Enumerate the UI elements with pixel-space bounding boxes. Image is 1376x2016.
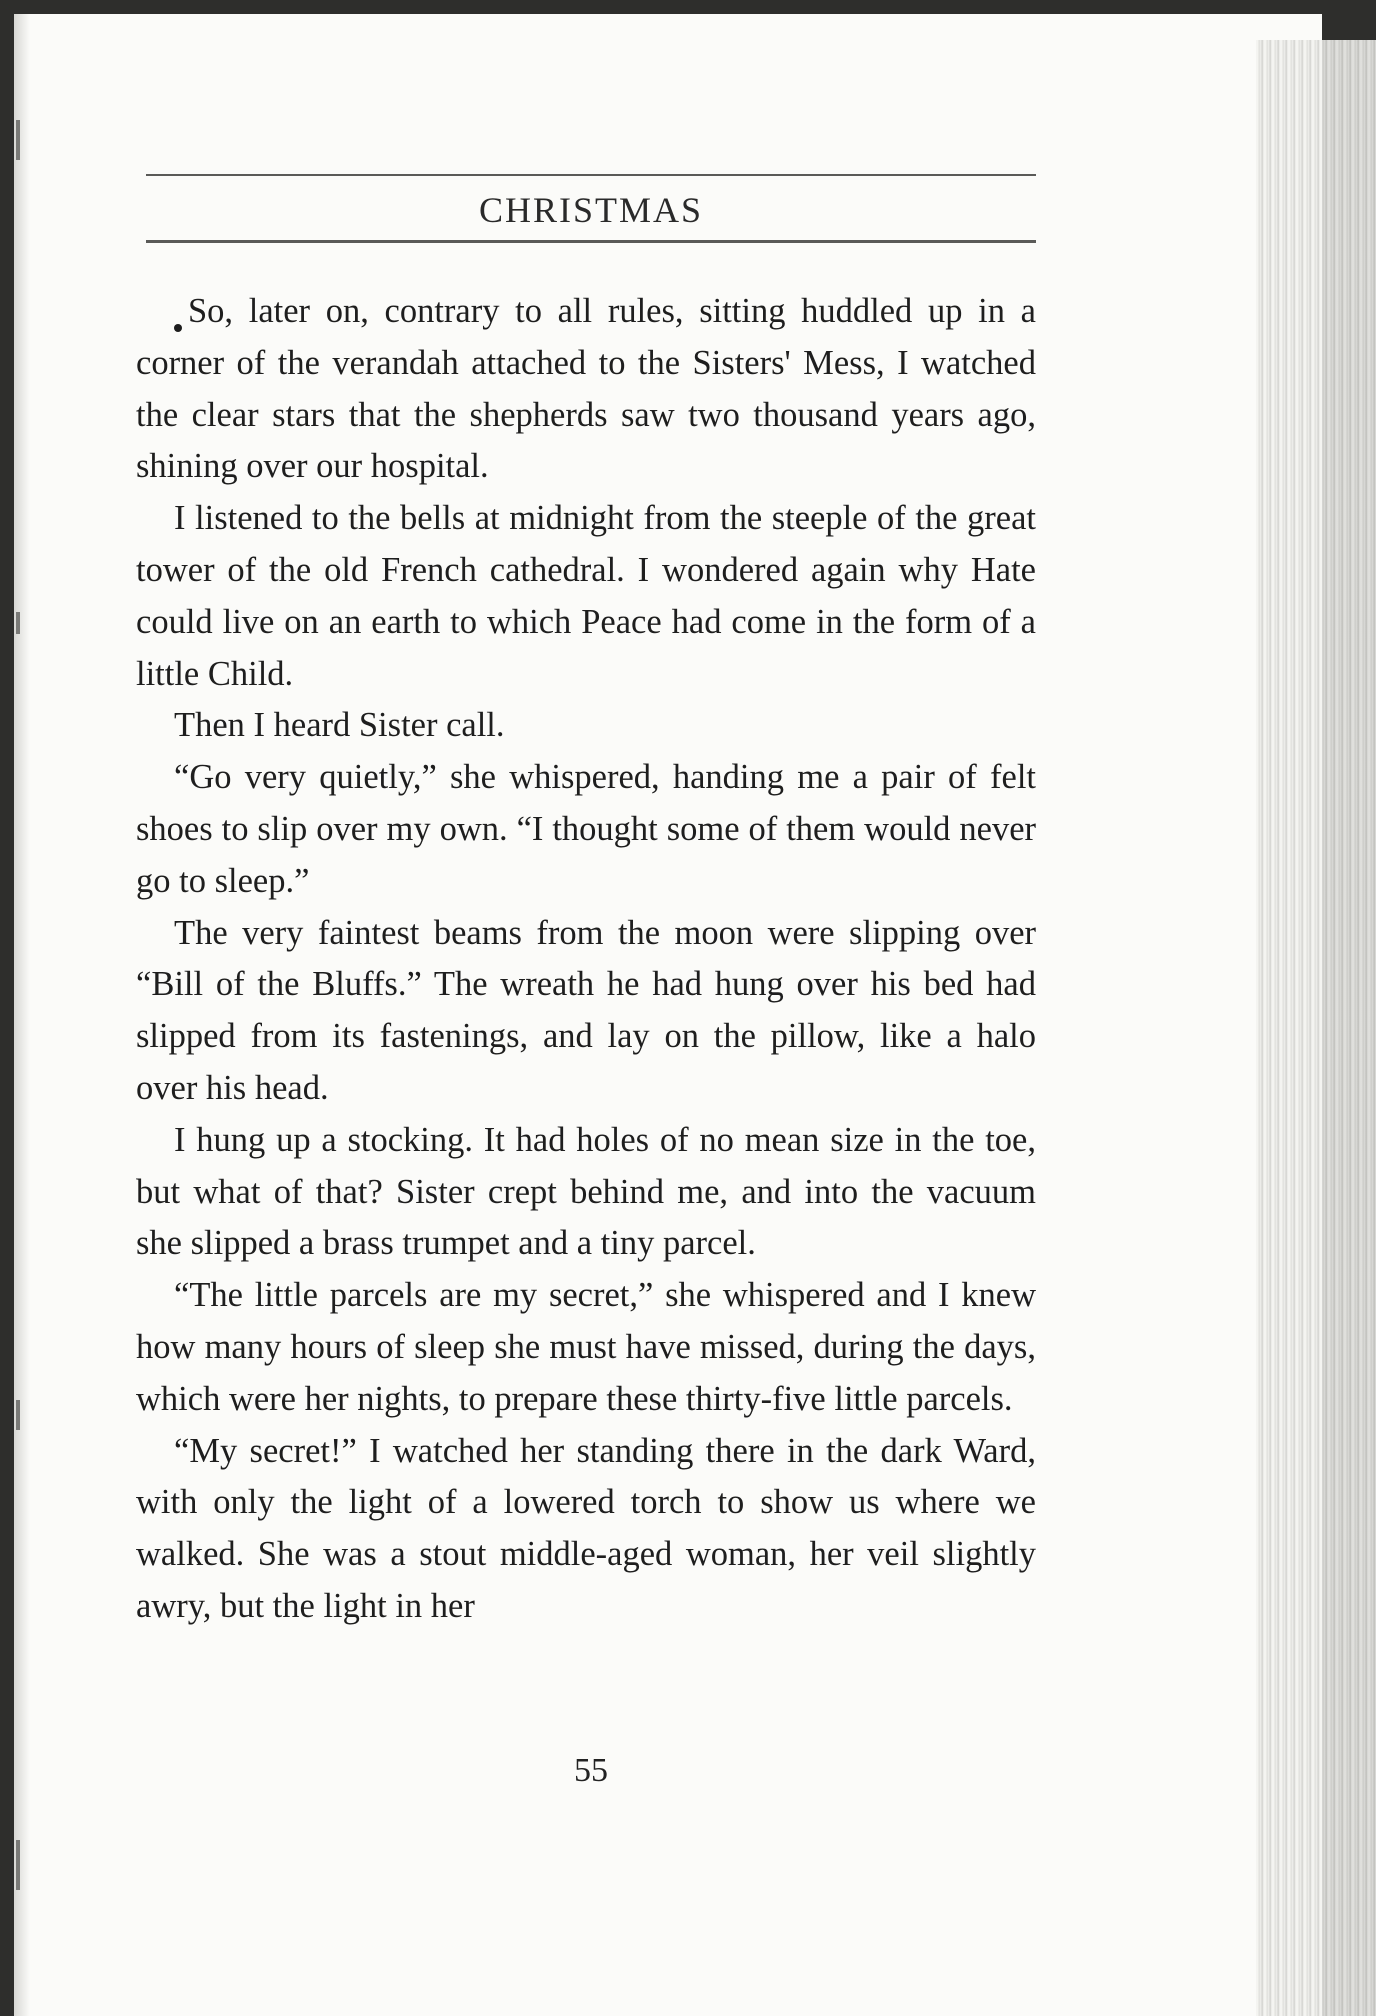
paragraph: The very faintest beams from the moon were slipping over “Bill of the Bluffs.” The wreath he had hung over his bed had slipped from its fastenings, and lay on the pillow, like a halo over his head. <box>136 913 1036 1107</box>
paragraph: “The little parcels are my secret,” she whispered and I knew how many hours of sleep she must have missed, during the days, which were her nights, to prepare these thirty-five little parcels. <box>136 1276 1036 1418</box>
book-fore-edge <box>1256 40 1376 2016</box>
paragraph: Then I heard Sister call. <box>174 706 505 745</box>
paragraph: I listened to the bells at midnight from the steeple of the great tower of the old French cathedral. I wondered again why Hate could live on an earth to which Peace had come in the form of a little Child. <box>136 499 1036 693</box>
margin-mark <box>16 1840 20 1890</box>
header-rule-top <box>146 174 1036 176</box>
running-head: CHRISTMAS <box>478 190 704 230</box>
paragraph: “My secret!” I watched her standing there in the dark Ward, with only the light of a lowered torch to show us where we walked. She was a stout middle-aged woman, her veil slightly awry, but the light in her <box>136 1431 1036 1625</box>
margin-mark <box>16 1400 20 1430</box>
margin-mark <box>16 120 20 160</box>
body-text <box>136 286 1036 1633</box>
paragraph-text: So, later on, contrary to all rules, sitting huddled up in a corner of the verandah attached to the Sisters' Mess, I watched the clear stars that the shepherds saw two thousand years ago, shining over our hospital. <box>136 292 1036 486</box>
page-gutter-shadow <box>14 14 30 2016</box>
header-rule-bottom <box>146 240 1036 243</box>
paragraph: “Go very quietly,” she whispered, handing me a pair of felt shoes to slip over my own. “I thought some of them would never go to sleep.” <box>136 758 1036 900</box>
ink-dot-mark <box>174 324 182 332</box>
margin-mark <box>16 612 20 634</box>
page-number: 55 <box>574 1752 608 1789</box>
paragraph <box>136 286 1036 493</box>
paragraph: I hung up a stocking. It had holes of no mean size in the toe, but what of that? Sister crept behind me, and into the vacuum she slipped a brass trumpet and a tiny parcel. <box>136 1120 1036 1263</box>
